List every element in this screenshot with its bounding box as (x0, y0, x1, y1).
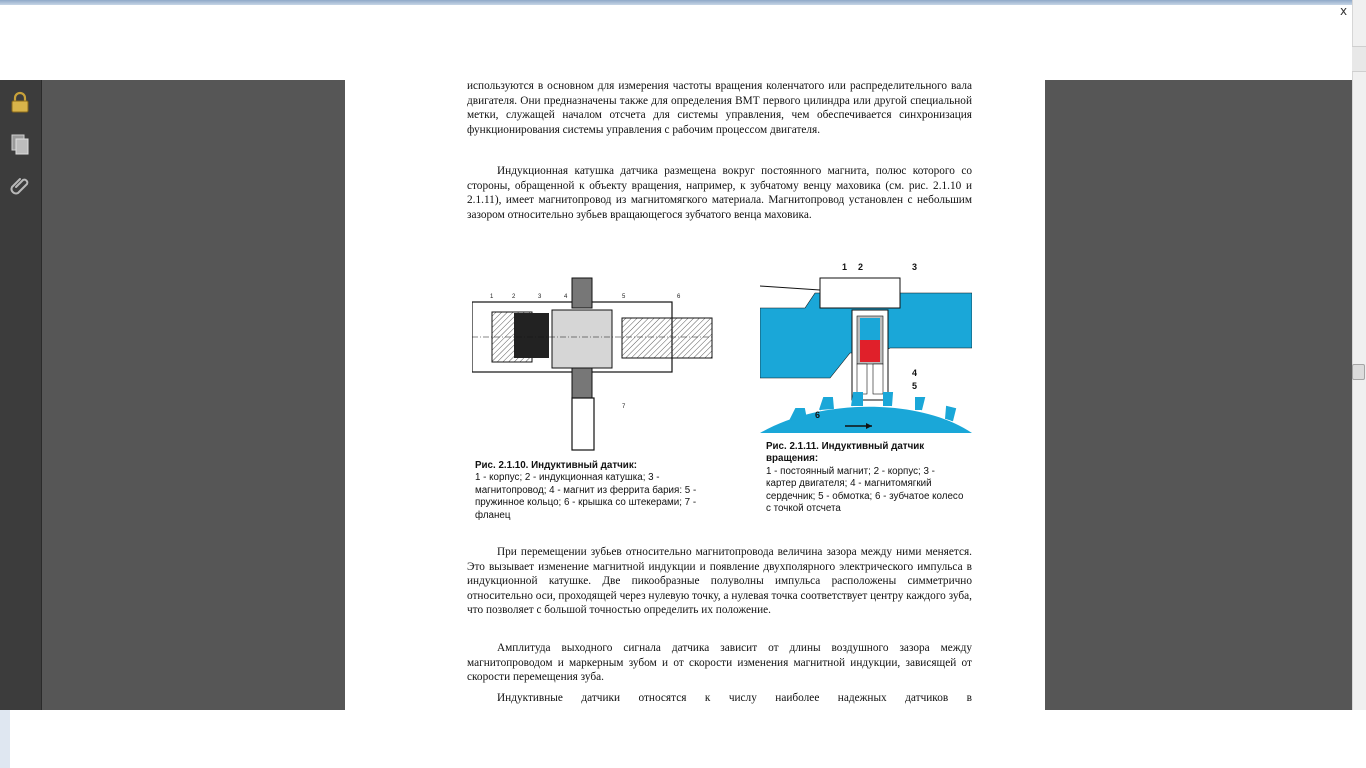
callout-7: 7 (622, 404, 626, 410)
navigation-rail (0, 80, 42, 710)
figure-right-caption-text: 1 - постоянный магнит; 2 - корпус; 3 - картер двигателя; 4 - магнитомягкий сердечник; 5 - обмотка; 6 - зубчатое колесо с точкой отсчета (766, 465, 964, 515)
callout-3: 3 (538, 294, 542, 300)
pages-icon[interactable] (8, 132, 32, 156)
scrollbar-thumb[interactable] (1352, 364, 1365, 380)
callout-5: 5 (912, 381, 918, 391)
paragraph-3: При перемещении зубьев относительно магнитопровода величина зазора между ними меняется. Это вызывает изменение магнитной индукции и появление двухполярного электрического импульса в индукционной катушке. Две пикообразные полуволны импульса расположены симметрично относительно оси, проходящей через нулевую точку, а нулевая точка соответствует центру каждого зуба, что позволяет с большой точностью определить их положение. (467, 546, 972, 617)
figure-right-caption (766, 441, 966, 515)
callout-4: 4 (912, 368, 918, 378)
figure-inductive-sensor (472, 268, 722, 453)
document-page (345, 80, 1045, 710)
callout-2: 2 (512, 294, 516, 300)
figure-rotation-sensor (760, 258, 972, 433)
figure-left-caption-title: Рис. 2.1.10. Индуктивный датчик: (475, 460, 637, 471)
scroll-up-button[interactable] (1352, 46, 1366, 72)
bottom-edge (0, 710, 10, 768)
paragraph-5: Индуктивные датчики относятся к числу наиболее надежных датчиков в (497, 692, 972, 704)
toolbar-area (0, 5, 1352, 81)
callout-1: 1 (490, 294, 494, 300)
paperclip-icon[interactable] (8, 174, 32, 198)
callout-4: 4 (564, 294, 568, 300)
callout-5: 5 (622, 294, 626, 300)
bottom-panel (10, 710, 1362, 768)
paragraph-4: Амплитуда выходного сигнала датчика зависит от длины воздушного зазора между магнитопроводом и маркерным зубом и от скорости изменения магнитной индукции, зависящей от скорости перемещения зуба. (467, 642, 972, 684)
callout-6: 6 (815, 410, 821, 420)
vertical-scrollbar[interactable] (1352, 0, 1366, 710)
figure-left-caption-text: 1 - корпус; 2 - индукционная катушка; 3 - магнитопровод; 4 - магнит из феррита бария: 5 - пружинное кольцо; 6 - крышка со штекерами; 7 - фланец (475, 472, 697, 521)
callout-1: 1 (842, 262, 848, 272)
lock-icon[interactable] (8, 90, 32, 114)
callout-2: 2 (858, 262, 864, 272)
figure-right-caption-title: Рис. 2.1.11. Индуктивный датчик вращения: (766, 441, 925, 465)
figure-left-caption (475, 460, 720, 522)
close-icon[interactable]: x (1340, 4, 1348, 18)
callout-6: 6 (677, 294, 681, 300)
paragraph-2: Индукционная катушка датчика размещена вокруг постоянного магнита, полюс которого со стороны, обращенной к объекту вращения, например, к зубчатому венцу маховика (см. рис. 2.1.10 и 2.1.11), имеет магнитопровод из магнитомягкого материала. Магнитопровод установлен с небольшим зазором относительно зубьев вращающегося зубчатого венца маховика. (467, 165, 972, 221)
callout-3: 3 (912, 262, 918, 272)
paragraph-1: используются в основном для измерения частоты вращения коленчатого или распределительного вала двигателя. Они предназначены также для определения ВМТ первого цилиндра или другой специальной метки, служащей началом отсчета для системы управления, чем обеспечивается синхронизация функционирования системы управления с рабочим процессом двигателя. (467, 80, 972, 136)
